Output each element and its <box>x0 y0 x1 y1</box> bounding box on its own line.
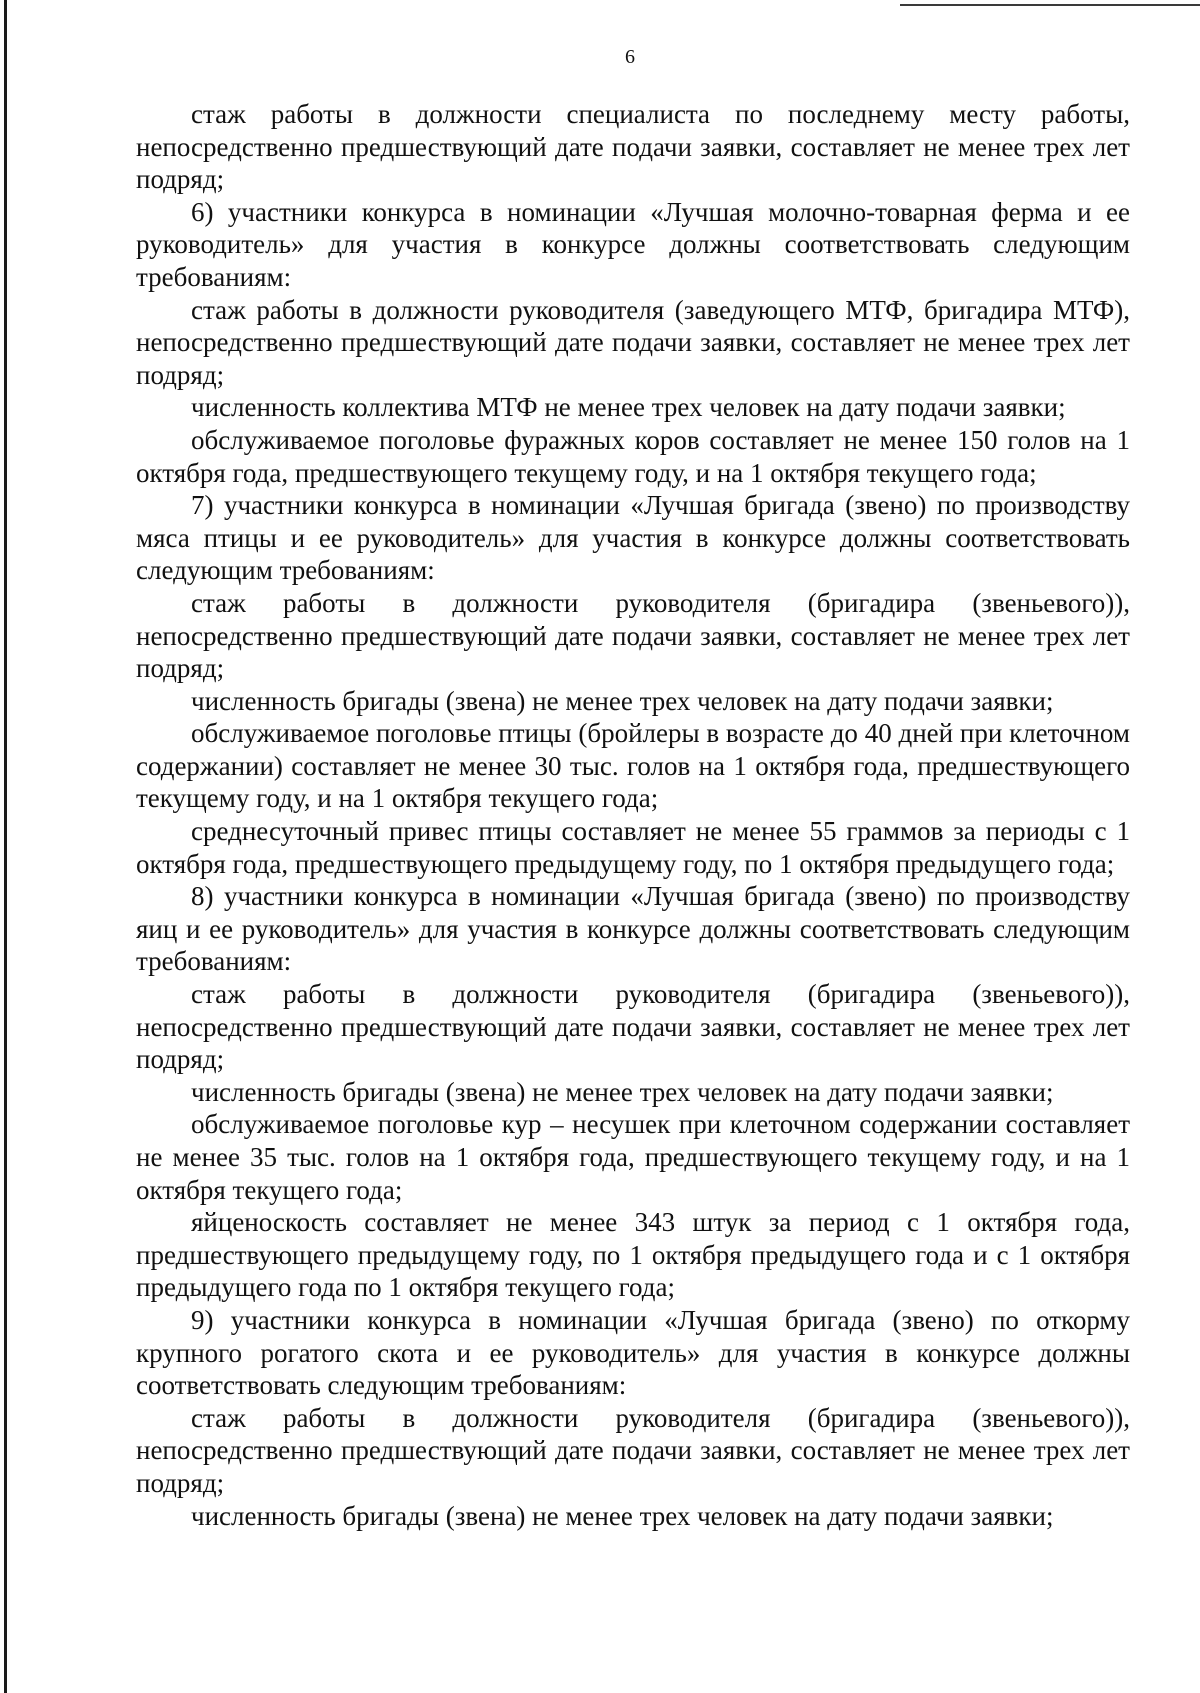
paragraph: обслуживаемое поголовье птицы (бройлеры в возрасте до 40 дней при клеточном содержании) составляет не менее 30 тыс. голов на 1 октября года, предшествующего текущему году, и на 1 октября текущего года; <box>136 718 1130 814</box>
paragraph: обслуживаемое поголовье фуражных коров составляет не менее 150 голов на 1 октября года, предшествующего текущему году, и на 1 октября текущего года; <box>136 424 1130 488</box>
paragraph: стаж работы в должности руководителя (бригадира (звеньевого)), непосредственно предшествующий дате подачи заявки, составляет не менее трех лет подряд; <box>136 1402 1130 1498</box>
paragraph: численность коллектива МТФ не менее трех человек на дату подачи заявки; <box>191 392 1066 423</box>
paragraph: 8) участники конкурса в номинации «Лучшая бригада (звено) по производству яиц и ее руководитель» для участия в конкурсе должны соответствовать следующим требованиям: <box>136 881 1130 977</box>
paragraph: стаж работы в должности руководителя (заведующего МТФ, бригадира МТФ), непосредственно предшествующий дате подачи заявки, составляет не менее трех лет подряд; <box>136 294 1130 390</box>
paragraph: 9) участники конкурса в номинации «Лучшая бригада (звено) по откорму крупного рогатого скота и ее руководитель» для участия в конкурсе должны соответствовать следующим требованиям: <box>136 1304 1130 1401</box>
paragraph: обслуживаемое поголовье кур – несушек при клеточном содержании составляет не менее 35 тыс. голов на 1 октября года, предшествующего текущему году, и на 1 октября текущего года; <box>136 1109 1130 1205</box>
paragraph: стаж работы в должности руководителя (бригадира (звеньевого)), непосредственно предшествующий дате подачи заявки, составляет не менее трех лет подряд; <box>136 979 1130 1075</box>
scan-edge-left <box>4 0 7 1693</box>
paragraph: стаж работы в должности руководителя (бригадира (звеньевого)), непосредственно предшествующий дате подачи заявки, составляет не менее трех лет подряд; <box>136 587 1130 684</box>
paragraph: численность бригады (звена) не менее трех человек на дату подачи заявки; <box>191 1076 1054 1107</box>
page-number: 6 <box>625 46 635 68</box>
paragraph: численность бригады (звена) не менее трех человек на дату подачи заявки; <box>191 685 1054 716</box>
paragraph: численность бригады (звена) не менее трех человек на дату подачи заявки; <box>191 1500 1054 1531</box>
paragraph: 7) участники конкурса в номинации «Лучшая бригада (звено) по производству мяса птицы и ее руководитель» для участия в конкурсе должны соответствовать следующим требованиям: <box>136 490 1130 586</box>
paragraph: среднесуточный привес птицы составляет не менее 55 граммов за периоды с 1 октября года, предшествующего предыдущему году, по 1 октября предыдущего года; <box>136 816 1130 879</box>
document-body <box>136 98 1130 1532</box>
scan-edge-top <box>900 4 1200 6</box>
paragraph: стаж работы в должности специалиста по последнему месту работы, непосредственно предшествующий дате подачи заявки, составляет не менее трех лет подряд; <box>136 99 1130 195</box>
paragraph: 6) участники конкурса в номинации «Лучшая молочно-товарная ферма и ее руководитель» для участия в конкурсе должны соответствовать следующим требованиям: <box>136 196 1130 292</box>
paragraph: яйценоскость составляет не менее 343 штук за период с 1 октября года, предшествующего предыдущему году, по 1 октября предыдущего года и с 1 октября предыдущего года по 1 октября текущего года; <box>136 1207 1130 1303</box>
